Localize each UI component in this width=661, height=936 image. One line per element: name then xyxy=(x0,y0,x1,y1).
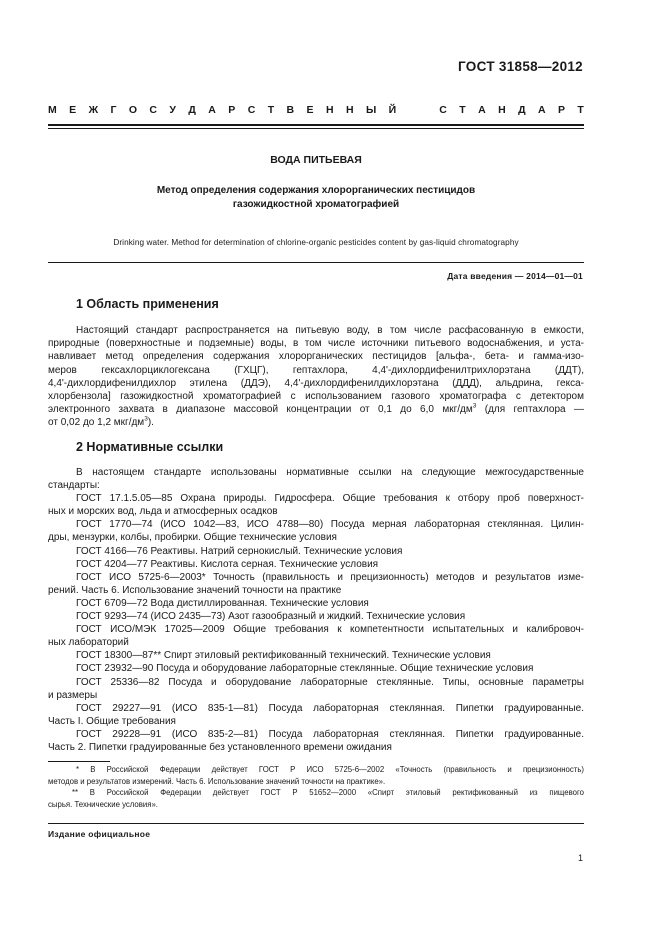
heading-letter: Н xyxy=(498,104,506,116)
text-line: Настоящий стандарт распространяется на питьевую воду, в том числе расфасованную в емкости, xyxy=(76,325,584,336)
heading-letter: Е xyxy=(306,104,314,116)
heading-letter: А xyxy=(537,104,546,116)
introduction-date: Дата введения — 2014—01—01 xyxy=(447,271,583,281)
heading-letter: М xyxy=(48,104,57,116)
heading-letter: Н xyxy=(325,104,334,116)
superscript: 3 xyxy=(144,416,148,424)
footnote-rule xyxy=(48,761,110,762)
text-fragment: ). xyxy=(147,417,154,429)
heading-letter: Е xyxy=(69,104,77,116)
reference-item-cont: Часть 2. Пипетки градуированные без установленного времени ожидания xyxy=(48,741,392,753)
heading-letter xyxy=(424,103,427,117)
reference-item: ГОСТ 4166—76 Реактивы. Натрий сернокислый. Технические условия xyxy=(76,545,403,557)
page-number: 1 xyxy=(577,853,583,863)
document-subtitle xyxy=(48,184,584,212)
reference-item: ГОСТ 4204—77 Реактивы. Кислота серная. Технические условия xyxy=(76,558,379,570)
footnote-line: * В Российской Федерации действует ГОСТ Р ИСО 5725-6—2002 «Точность (правильность и прецизионность) xyxy=(76,765,584,774)
heading-letter xyxy=(409,103,412,117)
heading-letter: А xyxy=(208,104,216,116)
reference-item: ГОСТ 1770—74 (ИСО 1042—83, ИСО 4788—80) Посуда мерная лабораторная стеклянная. Цилин- xyxy=(76,519,584,531)
reference-item: ГОСТ ИСО 5725-6—2003* Точность (правильность и прецизионность) методов и результатов изме- xyxy=(76,571,584,583)
subtitle-line-1: Метод определения содержания хлорорганических пестицидов xyxy=(156,185,476,196)
text-fragment: электронного захвата в диапазоне массовой концентрации от 0,1 до 6,0 мкг/дм xyxy=(48,404,473,416)
reference-item: ГОСТ 9293—74 (ИСО 2435—73) Азот газообразный и жидкий. Технические условия xyxy=(76,611,466,623)
text-line: навливает метод определения содержания хлорорганических пестицидов [альфа-, бета- и гамма-изо- xyxy=(48,351,584,363)
title-rule xyxy=(48,262,584,263)
footnote-line: методов и результатов измерений. Часть 6. Использование значений точности на практике». xyxy=(48,776,386,786)
reference-item: ГОСТ 29227—91 (ИСО 835-1—81) Посуда лабораторная стеклянная. Пипетки градуированные. xyxy=(76,702,584,714)
standard-type-heading xyxy=(48,103,584,117)
footnotes xyxy=(48,764,584,810)
heading-letter: Ж xyxy=(88,104,99,116)
reference-item-cont: ных лабораторий xyxy=(48,637,129,649)
reference-item: ГОСТ 17.1.5.05—85 Охрана природы. Гидросфера. Общие требования к отбору проб поверхност- xyxy=(76,493,584,505)
text-line: 4,4'-дихлордифенилдихлор этилена (ДДЭ), 4,4'-дихлордифенилдихлорэтана (ДДД), альдрина, гекса- xyxy=(48,377,584,389)
reference-item: ГОСТ 25336—82 Посуда и оборудование лабораторные стеклянные. Типы, основные параметры xyxy=(76,676,584,688)
text-line: хлорбензола] газожидкостной хроматографией с использованием газового хроматографа с детектором xyxy=(48,391,584,403)
heading-letter: О xyxy=(128,104,138,116)
section-2-heading: 2 Нормативные ссылки xyxy=(76,440,224,454)
reference-item: ГОСТ 23932—90 Посуда и оборудование лабораторные стеклянные. Общие технические условия xyxy=(76,663,534,675)
document-title: ВОДА ПИТЬЕВАЯ xyxy=(270,154,362,166)
heading-letter: С xyxy=(439,104,447,116)
gost-number: ГОСТ 31858—2012 xyxy=(458,59,583,74)
heading-letter: Т xyxy=(459,104,466,116)
text-line: В настоящем стандарте использованы нормативные ссылки на следующие межгосударственные xyxy=(76,467,584,478)
heading-letter: Н xyxy=(345,104,354,116)
superscript: 3 xyxy=(472,402,477,410)
footnote-line: ** В Российской Федерации действует ГОСТ Р 51652—2000 «Спирт этиловый ректификованный из пищевого xyxy=(72,788,584,797)
heading-letter: С xyxy=(247,104,256,116)
heading-letter: Ы xyxy=(365,104,377,116)
text-fragment: (для гептахлора — xyxy=(476,404,584,416)
reference-item: ГОСТ ИСО/МЭК 17025—2009 Общие требования к компетентности испытательных и калибровоч- xyxy=(76,624,584,636)
header-rule-thick xyxy=(48,124,584,126)
text-line-concentration xyxy=(48,403,584,416)
subtitle-line-2: газожидкостной хроматографией xyxy=(232,199,400,210)
heading-letter: Т xyxy=(267,104,275,116)
heading-letter: С xyxy=(149,104,158,116)
reference-item-cont: и размеры xyxy=(48,689,98,701)
section-1-body xyxy=(48,324,584,430)
heading-letter: В xyxy=(286,104,295,116)
english-title: Drinking water. Method for determination of chlorine-organic pesticides content by gas-liquid chromatography xyxy=(113,238,519,247)
heading-letter: Д xyxy=(188,104,196,116)
heading-letter: Д xyxy=(518,104,526,116)
heading-letter: А xyxy=(478,104,486,116)
text-line: стандарты: xyxy=(48,480,100,492)
reference-item-cont: дры, мензурки, колбы, пробирки. Общие технические условия xyxy=(48,532,337,544)
reference-item: ГОСТ 18300—87** Спирт этиловый ректификованный технический. Технические условия xyxy=(76,650,491,662)
text-fragment: от 0,02 до 1,2 мкг/дм xyxy=(48,417,145,429)
text-line: меров гексахлорциклогексана (ГХЦГ), гептахлора, 4,4'-дихлордифенилтрихлорэтана (ДДТ), xyxy=(48,364,584,376)
edition-rule xyxy=(48,823,584,824)
reference-item-cont: Часть I. Общие требования xyxy=(48,715,176,727)
reference-item: ГОСТ 29228—91 (ИСО 835-2—81) Посуда лабораторная стеклянная. Пипетки градуированные. xyxy=(76,728,584,740)
heading-letter: Р xyxy=(228,104,236,116)
text-line: природные (поверхностные и подземные) воды, в том числе источники питьевого водоснабжения, и уста- xyxy=(48,338,584,350)
reference-item-cont: рений. Часть 6. Использование значений точности на практике xyxy=(48,584,342,596)
heading-letter: Р xyxy=(557,104,565,116)
edition-label: Издание официальное xyxy=(48,829,151,839)
reference-item-cont: ных и морских вод, льда и атмосферных осадков xyxy=(48,506,278,518)
normative-references-list xyxy=(48,466,584,754)
footnote-line: сырья. Технические условия». xyxy=(48,799,158,809)
reference-item: ГОСТ 6709—72 Вода дистиллированная. Технические условия xyxy=(76,597,369,609)
section-1-heading: 1 Область применения xyxy=(76,297,219,311)
header-rule-thin xyxy=(48,128,584,129)
text-line-concentration-end xyxy=(48,416,584,429)
heading-letter: Г xyxy=(110,104,117,116)
heading-letter: Й xyxy=(388,104,397,116)
heading-letter: Т xyxy=(577,104,584,116)
heading-letter: У xyxy=(169,104,176,116)
